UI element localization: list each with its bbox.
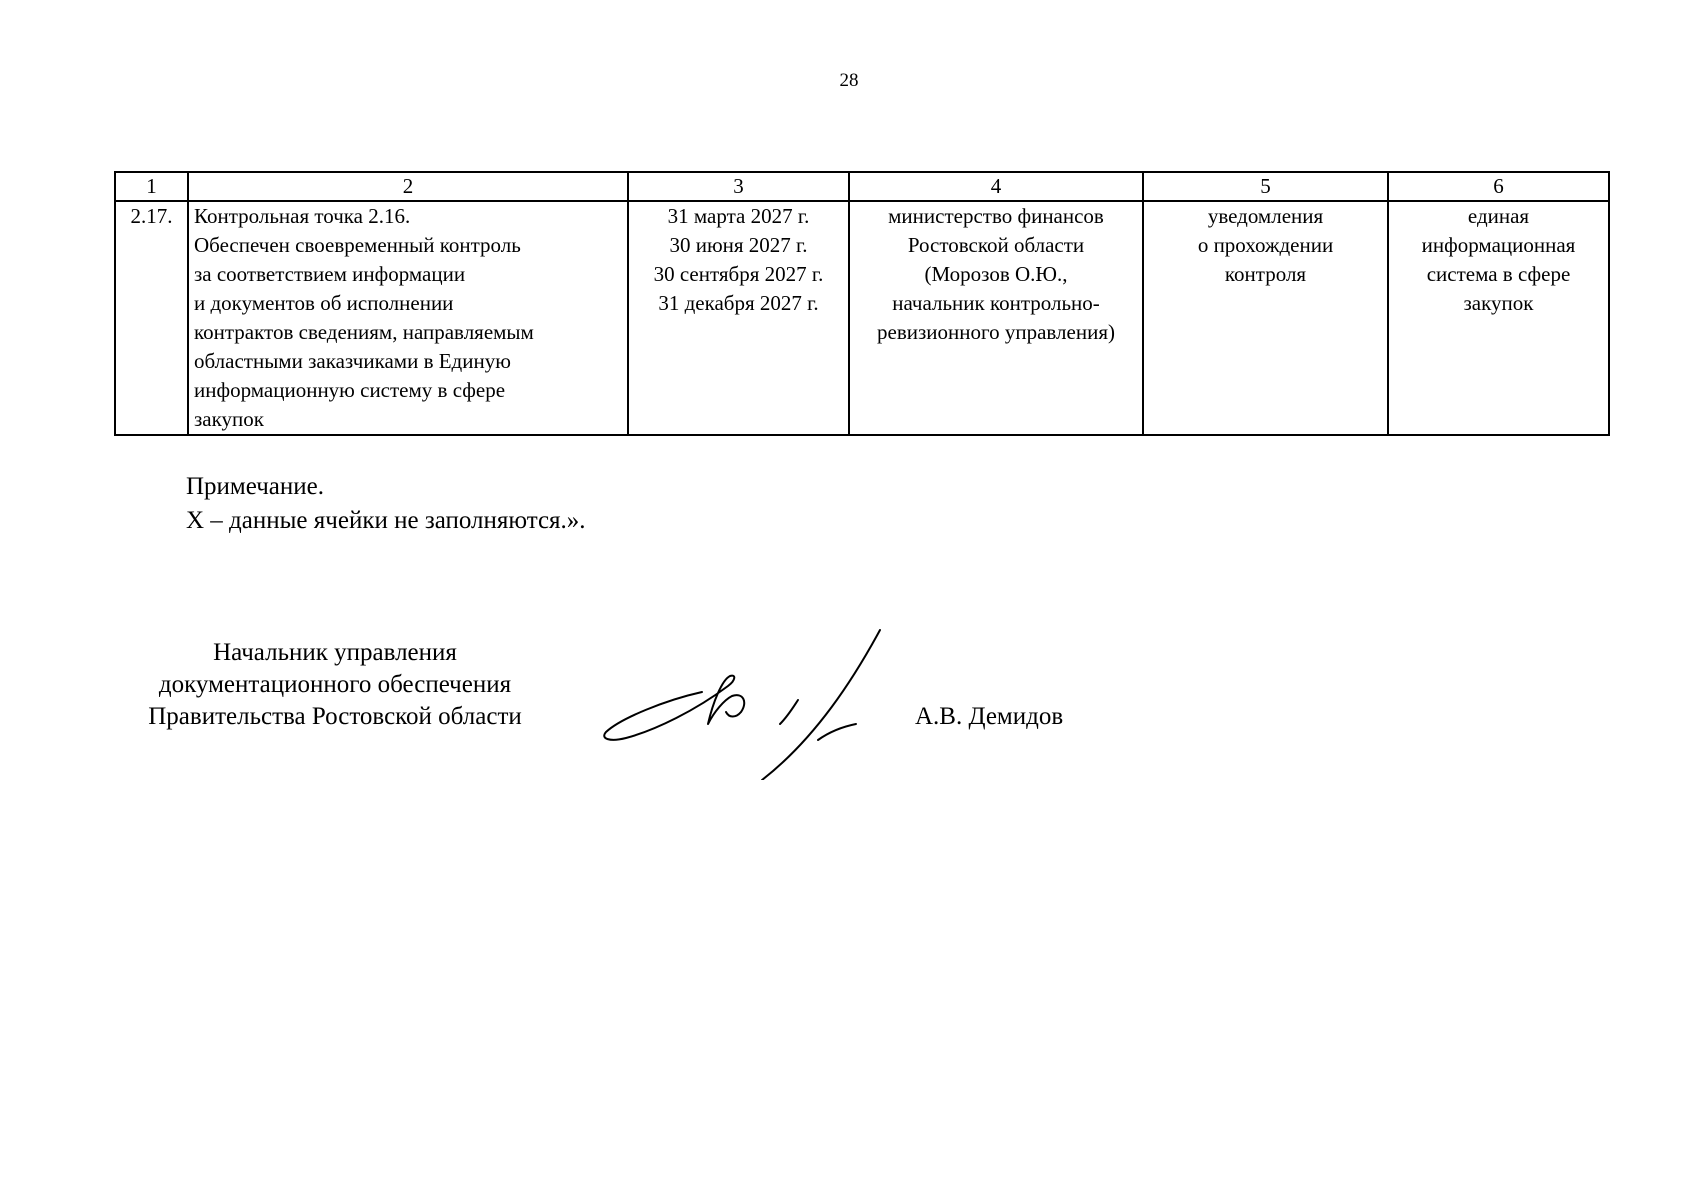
responsible-line: министерство финансов [888, 204, 1104, 228]
result-line: уведомления [1207, 204, 1324, 228]
row-result [1143, 201, 1388, 435]
signer-position-line: Начальник управления [213, 639, 457, 666]
row-description [188, 201, 628, 435]
signature-tail-stroke [818, 724, 856, 740]
system-line: информационная [1421, 233, 1576, 257]
row-responsible [849, 201, 1143, 435]
signer-position [110, 637, 560, 733]
description-line: Обеспечен своевременный контроль [194, 233, 521, 257]
date-line: 31 марта 2027 г. [667, 204, 810, 228]
date-line: 30 сентября 2027 г. [653, 262, 824, 286]
description-line: за соответствием информации [194, 262, 466, 286]
signature-short-stroke [780, 700, 798, 724]
page-number: 28 [839, 70, 859, 91]
description-line: и документов об исполнении [194, 291, 454, 315]
result-line: контроля [1224, 262, 1307, 286]
handwritten-signature [596, 620, 886, 780]
system-line: закупок [1463, 291, 1534, 315]
table-row [115, 201, 1609, 435]
plan-table [114, 171, 1610, 436]
signer-name: А.В. Демидов [915, 703, 1064, 730]
note-title: Примечание. [186, 473, 325, 500]
row-system [1388, 201, 1609, 435]
column-header-6: 6 [1388, 172, 1609, 201]
column-header-4: 4 [849, 172, 1143, 201]
responsible-line: начальник контрольно- [892, 291, 1100, 315]
signature-long-stroke [762, 630, 880, 780]
description-line: информационную систему в сфере [194, 378, 506, 402]
note [186, 470, 586, 538]
signer-position-line: документационного обеспечения [158, 671, 512, 698]
responsible-line: (Морозов О.Ю., [924, 262, 1068, 286]
description-line: контрактов сведениям, направляемым [194, 320, 534, 344]
responsible-line: Ростовской области [907, 233, 1085, 257]
row-dates [628, 201, 849, 435]
table-header-row [115, 172, 1609, 201]
column-header-3: 3 [628, 172, 849, 201]
system-line: единая [1467, 204, 1530, 228]
column-header-5: 5 [1143, 172, 1388, 201]
signer-position-line: Правительства Ростовской области [148, 703, 522, 730]
note-text: Х – данные ячейки не заполняются.». [186, 507, 586, 534]
description-line: областными заказчиками в Единую [194, 349, 511, 373]
row-number: 2.17. [115, 201, 188, 435]
date-line: 30 июня 2027 г. [669, 233, 808, 257]
date-line: 31 декабря 2027 г. [658, 291, 819, 315]
responsible-line: ревизионного управления) [877, 320, 1115, 344]
system-line: система в сфере [1426, 262, 1571, 286]
description-line: закупок [194, 407, 264, 431]
result-line: о прохождении [1197, 233, 1334, 257]
description-line: Контрольная точка 2.16. [194, 204, 411, 228]
column-header-2: 2 [188, 172, 628, 201]
signature-loop-stroke [604, 676, 744, 740]
column-header-1: 1 [115, 172, 188, 201]
